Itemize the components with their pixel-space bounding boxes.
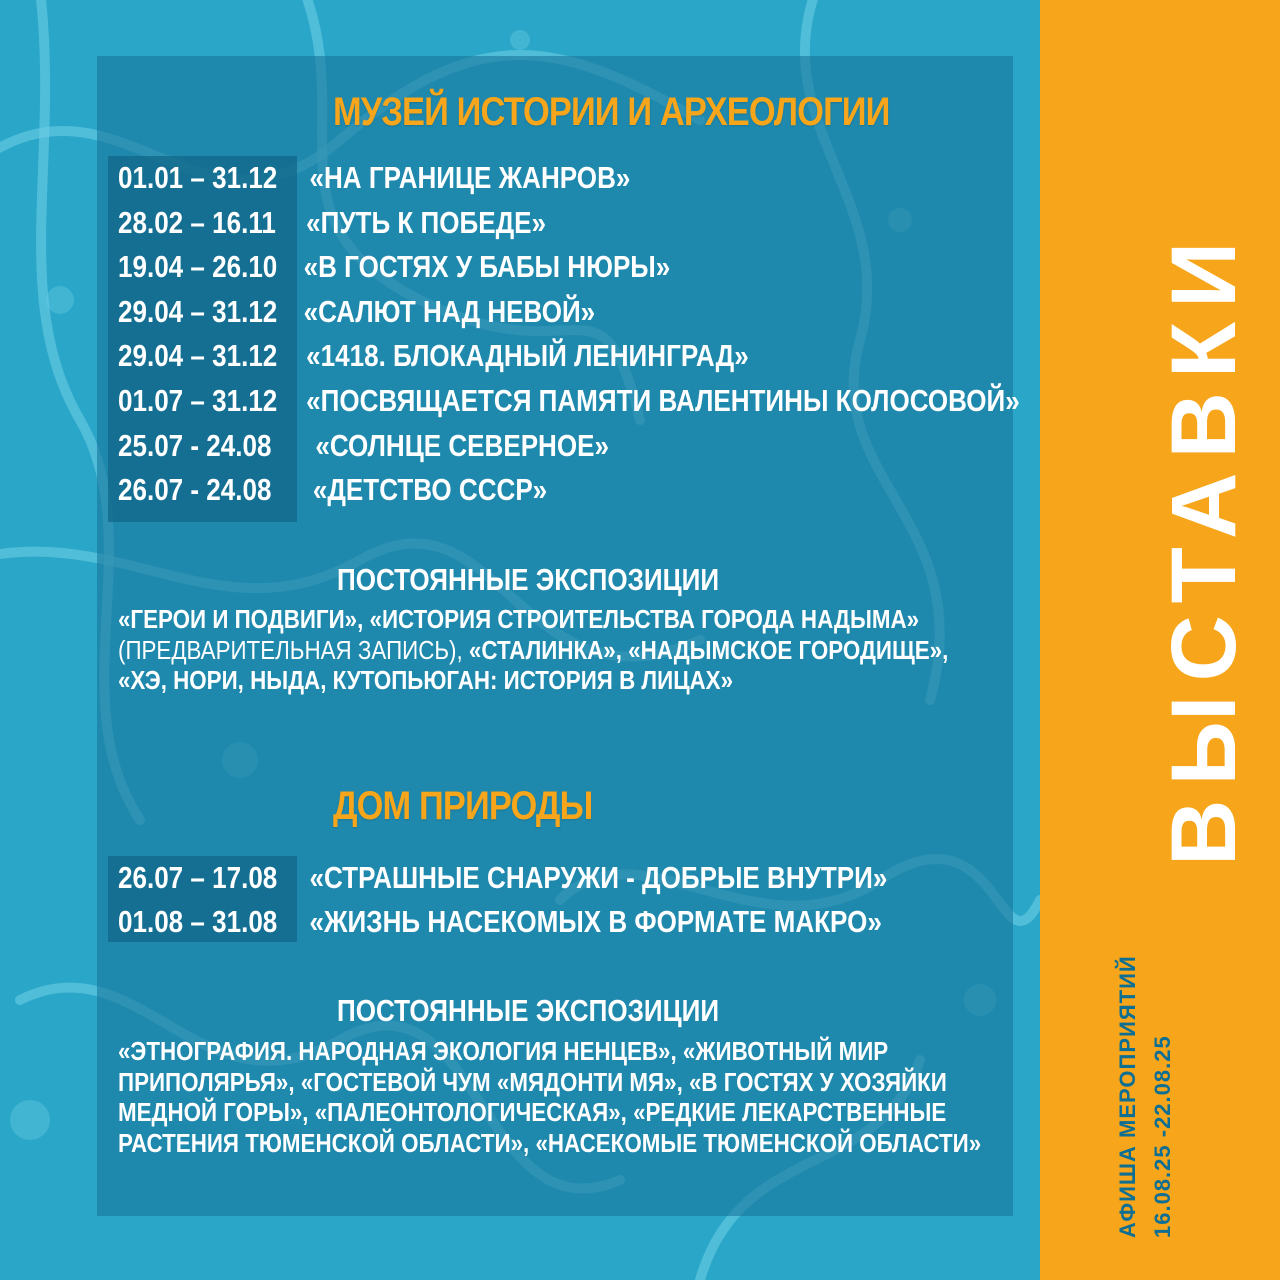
nature-permanent-heading: ПОСТОЯННЫЕ ЭКСПОЗИЦИИ: [337, 993, 720, 1028]
museum-permanent-line-3: «ХЭ, НОРИ, НЫДА, КУТОПЬЮГАН: ИСТОРИЯ В ЛИЦАХ»: [118, 665, 734, 695]
museum-event-row: [118, 338, 749, 380]
nature-event-dates: 01.08 – 31.08: [118, 904, 278, 939]
museum-event-row: [118, 204, 547, 247]
museum-event-dates: 19.04 – 26.10: [118, 249, 278, 285]
museum-event-title: «В ГОСТЯХ У БАБЫ НЮРЫ»: [303, 249, 671, 285]
museum-event-row: [118, 249, 671, 291]
museum-event-title: «ПУТЬ К ПОБЕДЕ»: [306, 204, 547, 240]
museum-event-row: [118, 383, 1020, 425]
museum-event-title: «1418. БЛОКАДНЫЙ ЛЕНИНГРАД»: [306, 338, 749, 374]
museum-event-row: [118, 293, 596, 336]
museum-event-row: [118, 472, 548, 514]
museum-event-row: [118, 160, 631, 202]
museum-permanent-heading: ПОСТОЯННЫЕ ЭКСПОЗИЦИИ: [337, 562, 720, 597]
nature-event-title: «СТРАШНЫЕ СНАРУЖИ - ДОБРЫЕ ВНУТРИ»: [309, 860, 888, 895]
nature-event-row: [118, 904, 882, 946]
sidebar-title: ВЫСТАВКИ: [1153, 227, 1255, 866]
museum-event-dates: 29.04 – 31.12: [118, 338, 278, 374]
nature-permanent-line-3: МЕДНОЙ ГОРЫ», «ПАЛЕОНТОЛОГИЧЕСКАЯ», «РЕДКИЕ ЛЕКАРСТВЕННЫЕ: [118, 1097, 947, 1127]
nature-event-title: «ЖИЗНЬ НАСЕКОМЫХ В ФОРМАТЕ МАКРО»: [309, 904, 882, 939]
museum-event-dates: 25.07 - 24.08: [118, 427, 272, 463]
nature-permanent-line-1: «ЭТНОГРАФИЯ. НАРОДНАЯ ЭКОЛОГИЯ НЕНЦЕВ», «ЖИВОТНЫЙ МИР: [118, 1036, 889, 1066]
museum-event-dates: 01.01 – 31.12: [118, 160, 278, 195]
museum-permanent-line-2: [118, 635, 948, 666]
museum-event-row: [118, 427, 609, 470]
museum-event-title: «ПОСВЯЩАЕТСЯ ПАМЯТИ ВАЛЕНТИНЫ КОЛОСОВОЙ»: [306, 383, 1020, 418]
museum-permanent-line-1: «ГЕРОИ И ПОДВИГИ», «ИСТОРИЯ СТРОИТЕЛЬСТВА ГОРОДА НАДЫМА»: [118, 604, 920, 634]
museum-event-dates: 28.02 – 16.11: [118, 204, 276, 240]
museum-event-dates: 29.04 – 31.12: [118, 293, 278, 329]
museum-event-dates: 01.07 – 31.12: [118, 383, 278, 418]
museum-event-title: «САЛЮТ НАД НЕВОЙ»: [303, 293, 596, 329]
museum-permanent-line-2-rest: «СТАЛИНКА», «НАДЫМСКОЕ ГОРОДИЩЕ»,: [462, 634, 949, 665]
museum-permanent-text: [118, 604, 948, 696]
museum-event-title: «НА ГРАНИЦЕ ЖАНРОВ»: [309, 160, 631, 195]
sidebar-period: 16.08.25 -22.08.25: [1150, 1035, 1175, 1238]
museum-title: МУЗЕЙ ИСТОРИИ И АРХЕОЛОГИИ: [333, 90, 890, 134]
museum-event-title: «СОЛНЦЕ СЕВЕРНОЕ»: [315, 427, 609, 463]
nature-event-row: [118, 860, 888, 902]
nature-event-dates: 26.07 – 17.08: [118, 860, 278, 895]
museum-event-dates: 26.07 - 24.08: [118, 472, 272, 508]
nature-permanent-line-4: РАСТЕНИЯ ТЮМЕНСКОЙ ОБЛАСТИ», «НАСЕКОМЫЕ ТЮМЕНСКОЙ ОБЛАСТИ»: [118, 1127, 982, 1158]
nature-permanent-text: [118, 1036, 981, 1158]
nature-title: ДОМ ПРИРОДЫ: [333, 784, 593, 828]
museum-event-title: «ДЕТСТВО СССР»: [312, 472, 548, 508]
nature-permanent-line-2: ПРИПОЛЯРЬЯ», «ГОСТЕВОЙ ЧУМ «МЯДОНТИ МЯ», «В ГОСТЯХ У ХОЗЯЙКИ: [118, 1066, 947, 1097]
sidebar-subtitle: АФИША МЕРОПРИЯТИЙ: [1115, 955, 1140, 1238]
museum-permanent-note: (ПРЕДВАРИТЕЛЬНАЯ ЗАПИСЬ),: [118, 634, 463, 665]
